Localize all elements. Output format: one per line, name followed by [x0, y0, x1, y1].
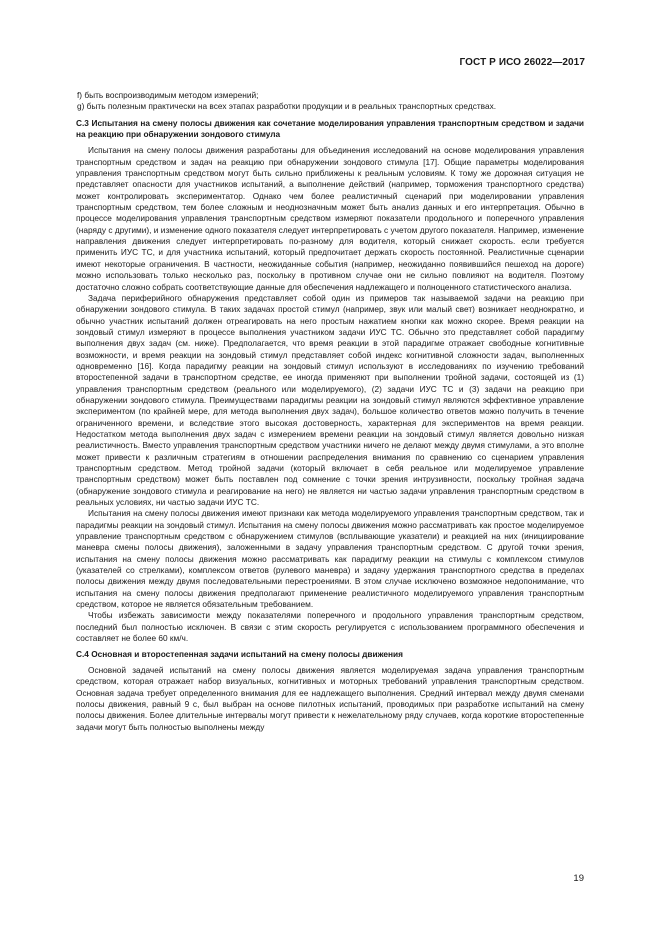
paragraph-1: Испытания на смену полосы движения разработаны для объединения исследований на основе моделирования управления транспортным средством и задач на реакцию при обнаружении зондового стимула [17]. Общие параметры моделирования управления транспортным средством могут быть сильно приближены к реальным условиям. К тому же дорожная ситуация не представляет опасности для участников испытаний, а выполнение действий (например, торможения транспортного средства) может контролировать экспериментатор. Однако чем более реалистичный сценарий при моделировании управления транспортным средством, тем более сложным и неоднозначным может быть анализ данных и его интерпретация. Обычно в процессе моделирования управления транспортным средством измеряют показатели продольного и поперечного управления (наряду с другими), и изменение одного показателя следует интерпретировать с учетом другого показателя. Например, изменение направления движения следует интерпретировать по-разному для водителя, который снижает скорость. если требуется применить ИУС ТС, и для участника испытаний, который предпочитает держать скорость постоянной. Реалистичные сценарии имеют некоторые ограничения. В частности, неожиданные события (например, неожиданно появившийся пешеход на дороге) можно использовать только несколько раз, поскольку в противном случае они не сильно повлияют на водителя. Поэтому достаточно сложно собрать соответствующие данные для обеспечения надлежащего и полноценного статистического анализа.: [76, 145, 584, 292]
list-item-f: f) быть воспроизводимым методом измерений;: [77, 90, 259, 100]
list-item-g: g) быть полезным практически на всех этапах разработки продукции и в реальных транспортных средствах.: [77, 101, 497, 112]
section-heading-c4: С.4 Основная и второстепенная задачи испытаний на смену полосы движения: [76, 648, 403, 659]
document-body: [76, 90, 584, 733]
paragraph-3: Испытания на смену полосы движения имеют признаки как метода моделируемого управления транспортным средством, так и парадигмы реакции на зондовый стимул. Испытания на смену полосы движения можно рассматривать как простое моделируемое управление транспортным средством с обнаружением стимулов (всплывающие указатели) и реакцией на них (инициирование маневра смены полосы движения), заложенными в задачу управления транспортным средством. С другой точки зрения, испытания на смену полосы движения можно рассматривать как парадигму реакции на стимулы с комплексом стимулов (указателей со стрелками), комплексом ответов (рулевого маневра) и задачу удержания транспортного средства в пределах полосы движения между двумя последовательными перестроениями. В этом случае исключено возможное недопонимание, что испытания на смену полосы движения предполагают применение реалистичного моделируемого управления транспортным средством, которое не является обязательным требованием.: [76, 508, 584, 610]
paragraph-2: Задача периферийного обнаружения представляет собой один из примеров так называемой задачи на реакцию при обнаружении зондового стимула. В таких задачах простой стимул (например, звук или малый свет) возникает неоднократно, и обычно участник испытаний должен отреагировать на него простым нажатием кнопки как можно скорее. Время реакции на зондовый стимул измеряют в процессе выполнения участником задачи ИУС ТС. Обычно это представляет собой парадигму выполнения двух задач (см. ниже). Предполагается, что время реакции в этой парадигме отражает свободные когнитивные возможности, и время реакции на зондовый стимул представляет собой индекс когнитивной сложности задач, выполненных одновременно [16]. Когда парадигму реакции на зондовый стимул используют в исследованиях по изучению требований второстепенной задачи в транспортном средстве, ее иногда применяют при выполнении тройной задачи, состоящей из (1) управления транспортным средством (реального или моделируемого), (2) задачи ИУС ТС и (3) задачи на реакцию при обнаружении зондового стимула. Преимуществами парадигмы реакции на зондовый стимул являются эффективное управление экспериментом (по крайней мере, для метода выполнения двух задач), большое количество ответов можно получить в течение ограниченного времени, и вследствие этого высокая достоверность, характерная для экспериментов на время реакции. Недостатком метода выполнения двух задач с измерением времени реакции на зондовый стимул является довольно низкая реалистичность. Вместо управления транспортным средством участники ничего не делают между двумя стимулами, а это вполне может привести к различным стратегиям в отношении распределения внимания по сравнению со сценарием управления транспортным средством. Метод тройной задачи (который включает в себя реальное или моделируемое управление транспортным средством) может быть поставлен под сомнение с точки зрения интрузивности, поскольку тройная задача (обнаружение зондового стимула и реагирование на него) не является ни частью задачи управления транспортным средством в реальных условиях, ни частью задачи ИУС ТС.: [76, 292, 584, 508]
page-number: 19: [573, 873, 584, 884]
section-heading-c3: С.3 Испытания на смену полосы движения как сочетание моделирования управления транспортным средством и задачи на реакцию при обнаружении зондового стимула: [76, 117, 584, 140]
paragraph-4: Чтобы избежать зависимости между показателями поперечного и продольного управления транспортным средством, последний был полностью исключен. В связи с этим скорость регулируется с использованием программного обеспечения и составляет не более 60 км/ч.: [76, 610, 584, 644]
document-header-id: ГОСТ Р ИСО 26022—2017: [459, 57, 585, 68]
paragraph-5: Основной задачей испытаний на смену полосы движения является моделируемая задача управления транспортным средством, которая отражает набор визуальных, когнитивных и моторных требований управления транспортным средством. Основная задача требует определенного внимания для ее надлежащего выполнения. Средний интервал между двумя сменами полосы движения, равный 9 с, был выбран на основе пилотных испытаний, проводимых при разработке испытаний на смену полосы движения. Более длительные интервалы могут привести к нежелательному ряду случаев, когда короткие второстепенные задачи могут быть полностью выполнены между: [76, 664, 584, 732]
